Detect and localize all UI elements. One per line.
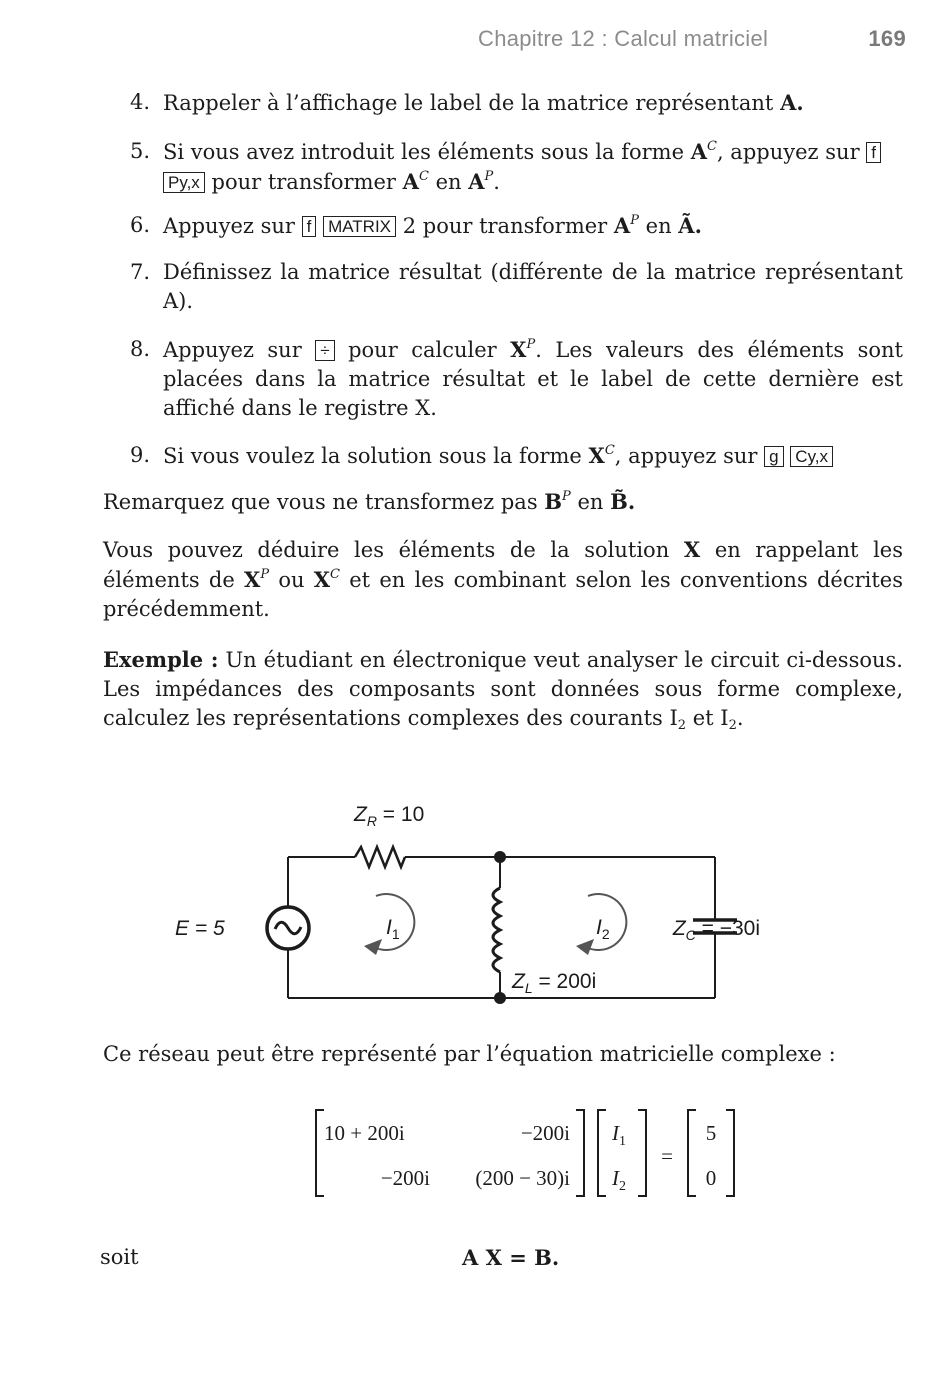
bracket-a-right <box>576 1110 584 1196</box>
bracket-b-right <box>726 1110 734 1196</box>
item-text: Si vous voulez la solution sous la forme $X^C$, appuyez sur g Cy,x <box>163 441 903 471</box>
bracket-x-right <box>638 1110 646 1196</box>
remark-paragraph: Remarquez que vous ne transformez pas $B^P$ en B̃. <box>103 489 636 514</box>
summary-equation: A X = B. <box>462 1245 560 1270</box>
item-text: Définissez la matrice résultat (différente de la matrice représentant A). <box>163 260 903 313</box>
label-zc: $Z_C = -30i$ <box>672 917 760 943</box>
resistor-icon <box>355 847 405 867</box>
label-zl: $Z_L = 200i$ <box>512 970 597 996</box>
item-number: 4. <box>130 90 151 114</box>
network-paragraph: Ce réseau peut être représenté par l’équation matricielle complexe : <box>103 1042 836 1066</box>
bracket-b-left <box>688 1110 696 1196</box>
ac-wave-icon <box>275 922 301 934</box>
matrix-b1: 5 <box>705 1121 717 1145</box>
key-divide[interactable]: ÷ <box>315 340 334 361</box>
item-number: 7. <box>130 260 151 284</box>
matrix-a21: −200i <box>380 1166 430 1190</box>
key-f[interactable]: f <box>302 216 317 237</box>
arrowhead-i1-icon <box>364 939 382 955</box>
arrowhead-i2-icon <box>576 939 594 955</box>
bracket-x-left <box>598 1110 606 1196</box>
node-bottom <box>494 992 506 1004</box>
running-head <box>478 26 908 52</box>
key-py-x[interactable]: Py,x <box>163 172 205 193</box>
matrix-a12: −200i <box>520 1121 570 1145</box>
example-paragraph: Exemple : Un étudiant en électronique veut analyser le circuit ci-dessous. Les impédances des composants sont données sous forme complexe, calculez les représentations complexes des courants $I_2$ et $I_2$. <box>103 647 903 733</box>
node-top <box>494 851 506 863</box>
item-number: 8. <box>130 337 151 361</box>
label-zr: $Z_R = 10$ <box>354 803 425 829</box>
key-cy-x[interactable]: Cy,x <box>790 446 833 467</box>
chapter-title: Chapitre 12 : Calcul matriciel <box>478 26 769 51</box>
deduce-paragraph: Vous pouvez déduire les éléments de la solution X en rappelant les éléments de $X^P$ ou $X^C$ et en les combinant selon les conventions décrites précédemment. <box>103 537 904 621</box>
matrix-x1: $I_1$ <box>612 1121 626 1149</box>
example-label: Exemple : <box>103 647 219 672</box>
item-text: Appuyez sur f MATRIX 2 pour transformer $A^P$ en Ã. <box>163 213 702 238</box>
key-g[interactable]: g <box>764 446 783 467</box>
soit-label: soit <box>100 1245 139 1269</box>
item-text: Si vous avez introduit les éléments sous la forme $A^C$, appuyez sur f Py,x pour transformer $A^C$ en $A^P$. <box>163 137 903 197</box>
matrix-a22: (200 − 30)i <box>475 1166 570 1190</box>
label-i1: $I_1$ <box>386 916 400 942</box>
page-number: 169 <box>868 26 906 51</box>
matrix-b2: 0 <box>705 1166 717 1190</box>
label-i2: $I_2$ <box>596 916 610 942</box>
circuit-diagram <box>150 790 770 1020</box>
bracket-a-left <box>316 1110 324 1196</box>
item-number: 5. <box>130 139 151 163</box>
key-matrix[interactable]: MATRIX <box>323 216 396 237</box>
item-number: 6. <box>130 213 151 237</box>
label-e: E = 5 <box>175 917 225 940</box>
matrix-a11: 10 + 200i <box>324 1121 405 1145</box>
item-number: 9. <box>130 443 151 467</box>
item-text: Rappeler à l’affichage le label de la matrice représentant A. <box>163 90 804 115</box>
matrix-equation <box>300 1105 750 1205</box>
inductor-icon <box>493 888 500 972</box>
key-f[interactable]: f <box>866 142 881 163</box>
item-text: Appuyez sur ÷ pour calculer $X^P$. Les valeurs des éléments sont placées dans la matrice résultat et le label de cette dernière est affiché dans le registre X. <box>163 337 903 420</box>
equals-sign: = <box>661 1144 673 1168</box>
matrix-x2: $I_2$ <box>612 1166 626 1194</box>
